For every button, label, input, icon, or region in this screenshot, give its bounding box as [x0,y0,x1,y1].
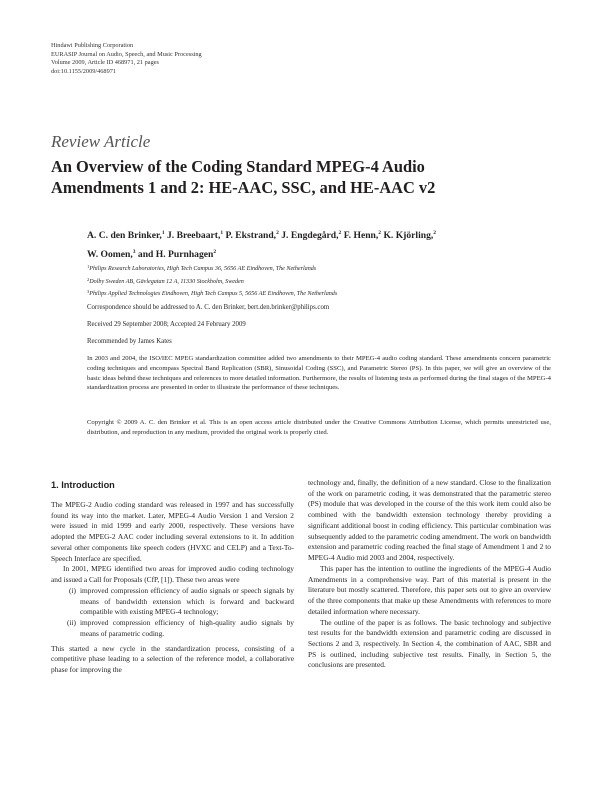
doi: doi:10.1155/2009/468971 [51,67,117,75]
list-text: improved compression efficiency of high-quality audio signals by means of parametric coding. [80,618,294,638]
title-line-2: Amendments 1 and 2: HE-AAC, SSC, and HE-AAC v2 [51,178,436,197]
affiliation: $^1$Philips Research Laboratories, High Tech Campus 36, 5656 AE Eindhoven, The Netherlands [87,264,317,272]
article-type: Review Article [51,132,151,151]
paragraph: In 2001, MPEG identified two areas for improved audio coding technology and issued a Call for Proposals (CfP, [1]). These two areas were [51,564,294,585]
list-label: (ii) [66,618,76,628]
list-text: improved compression efficiency of audio signals or speech signals by means of bandwidth extension which is forward and backward compatible with existing MPEG-4 technology; [80,585,294,617]
author: J. Breebaart,$^1$ [166,230,224,241]
author: K. Kjörling,$^2$ [383,230,437,241]
left-column [51,478,294,676]
author: W. Oomen,$^3$ [87,249,136,260]
affiliation: $^2$Dolby Sweden AB, Gävlegatan 12 A, 11330 Stockholm, Sweden [87,276,244,285]
title-line-1: An Overview of the Coding Standard MPEG-4 Audio [51,157,425,176]
copyright-notice: Copyright © 2009 A. C. den Brinker et al. This is an open access article distributed under the Creative Commons Attribution License, which permits unrestricted use, distribution, and reproduction in any medium, provided the original work is properly cited. [87,419,551,436]
list-label: (i) [69,585,76,595]
paragraph: The outline of the paper is as follows. The basic technology and subjective test results for the bandwidth extension and parametric coding are discussed in Sections 2 and 3, respectively. In Section 4, the combination of AAC, SBR and PS is outlined, including subjective test results. Finally, in Section 5, the conclusions are presented. [308,617,551,670]
numbered-list [51,586,294,640]
right-column [308,478,551,671]
affiliation: $^3$Philips Applied Technologies Eindhoven, High Tech Campus 5, 5656 AE Eindhoven, The Netherlands [87,289,338,298]
list-item [51,618,294,639]
author: F. Henn,$^2$ [343,230,382,241]
received-dates: Received 29 September 2008; Accepted 24 February 2009 [87,321,246,328]
affiliations [87,262,337,300]
publisher: Hindawi Publishing Corporation [51,42,134,49]
recommended-by: Recommended by James Kates [87,338,172,345]
paragraph: This paper has the intention to outline the ingredients of the MPEG-4 Audio Amendments in a comprehensive way. Part of this material is present in the literature but mostly scattered. Therefore, this paper sets out to give an overview of the three components that make up these Amendments with references to more detailed information where necessary. [308,563,551,616]
author: J. Engdegård,$^2$ [281,230,342,241]
list-item [51,586,294,618]
journal-name: EURASIP Journal on Audio, Speech, and Music Processing [51,50,202,58]
paragraph: technology and, finally, the definition of a new standard. Close to the finalization of the work on parametric coding, it was demonstrated that the parametric stereo (PS) module that was developed in the course of the this work item could also be combined with the bandwidth extension technology thereby providing a significant additional boost in coding efficiency. This particular combination was subsequently added to the parametric coding amendment. The work on bandwidth extension and parametric coding reached the final stage of Amendment 1 and 2 to MPEG-4 Audio mid 2003 and 2004, respectively. [308,478,551,563]
author: P. Ekstrand,$^2$ [225,230,279,241]
author: A. C. den Brinker,$^1$ [87,230,165,241]
author-list [87,225,557,263]
paragraph: The MPEG-2 Audio coding standard was released in 1997 and has successfully found its way into the market. Later, MPEG-4 Audio Version 1 and Version 2 were issued in mid 1999 and early 2000, respectively. These versions have adopted the MPEG-2 AAC coder including several extensions to it. In addition several other components like speech coders (HVXC and CELP) and a Text-To-Speech Interface are specified. [51,500,294,563]
volume-info: Volume 2009, Article ID 468971, 21 pages [51,59,159,67]
paper-title [51,156,551,198]
author: and H. Purnhagen$^2$ [137,249,217,260]
section-heading: 1. Introduction [51,480,115,490]
abstract: In 2003 and 2004, the ISO/IEC MPEG standardization committee added two amendments to their MPEG-4 audio coding standard. These amendments concern parametric coding techniques and encompass Spectral Band Replication (SBR), Sinusoidal Coding (SSC), and Parametric Stereo (PS). In this paper, we will give an overview of the basic ideas behind these techniques and references to more detailed information. Furthermore, the results of listening tests as performed during the final stages of the MPEG-4 standardization process are presented in order to illustrate the performance of these techniques. [87,355,551,392]
correspondence: Correspondence should be addressed to A. C. den Brinker, bert.den.brinker@philips.com [87,304,330,311]
journal-header [51,42,202,76]
paragraph: This started a new cycle in the standardization process, consisting of a competitive phase leading to a selection of the reference model, a collaborative phase for improving the [51,643,294,675]
